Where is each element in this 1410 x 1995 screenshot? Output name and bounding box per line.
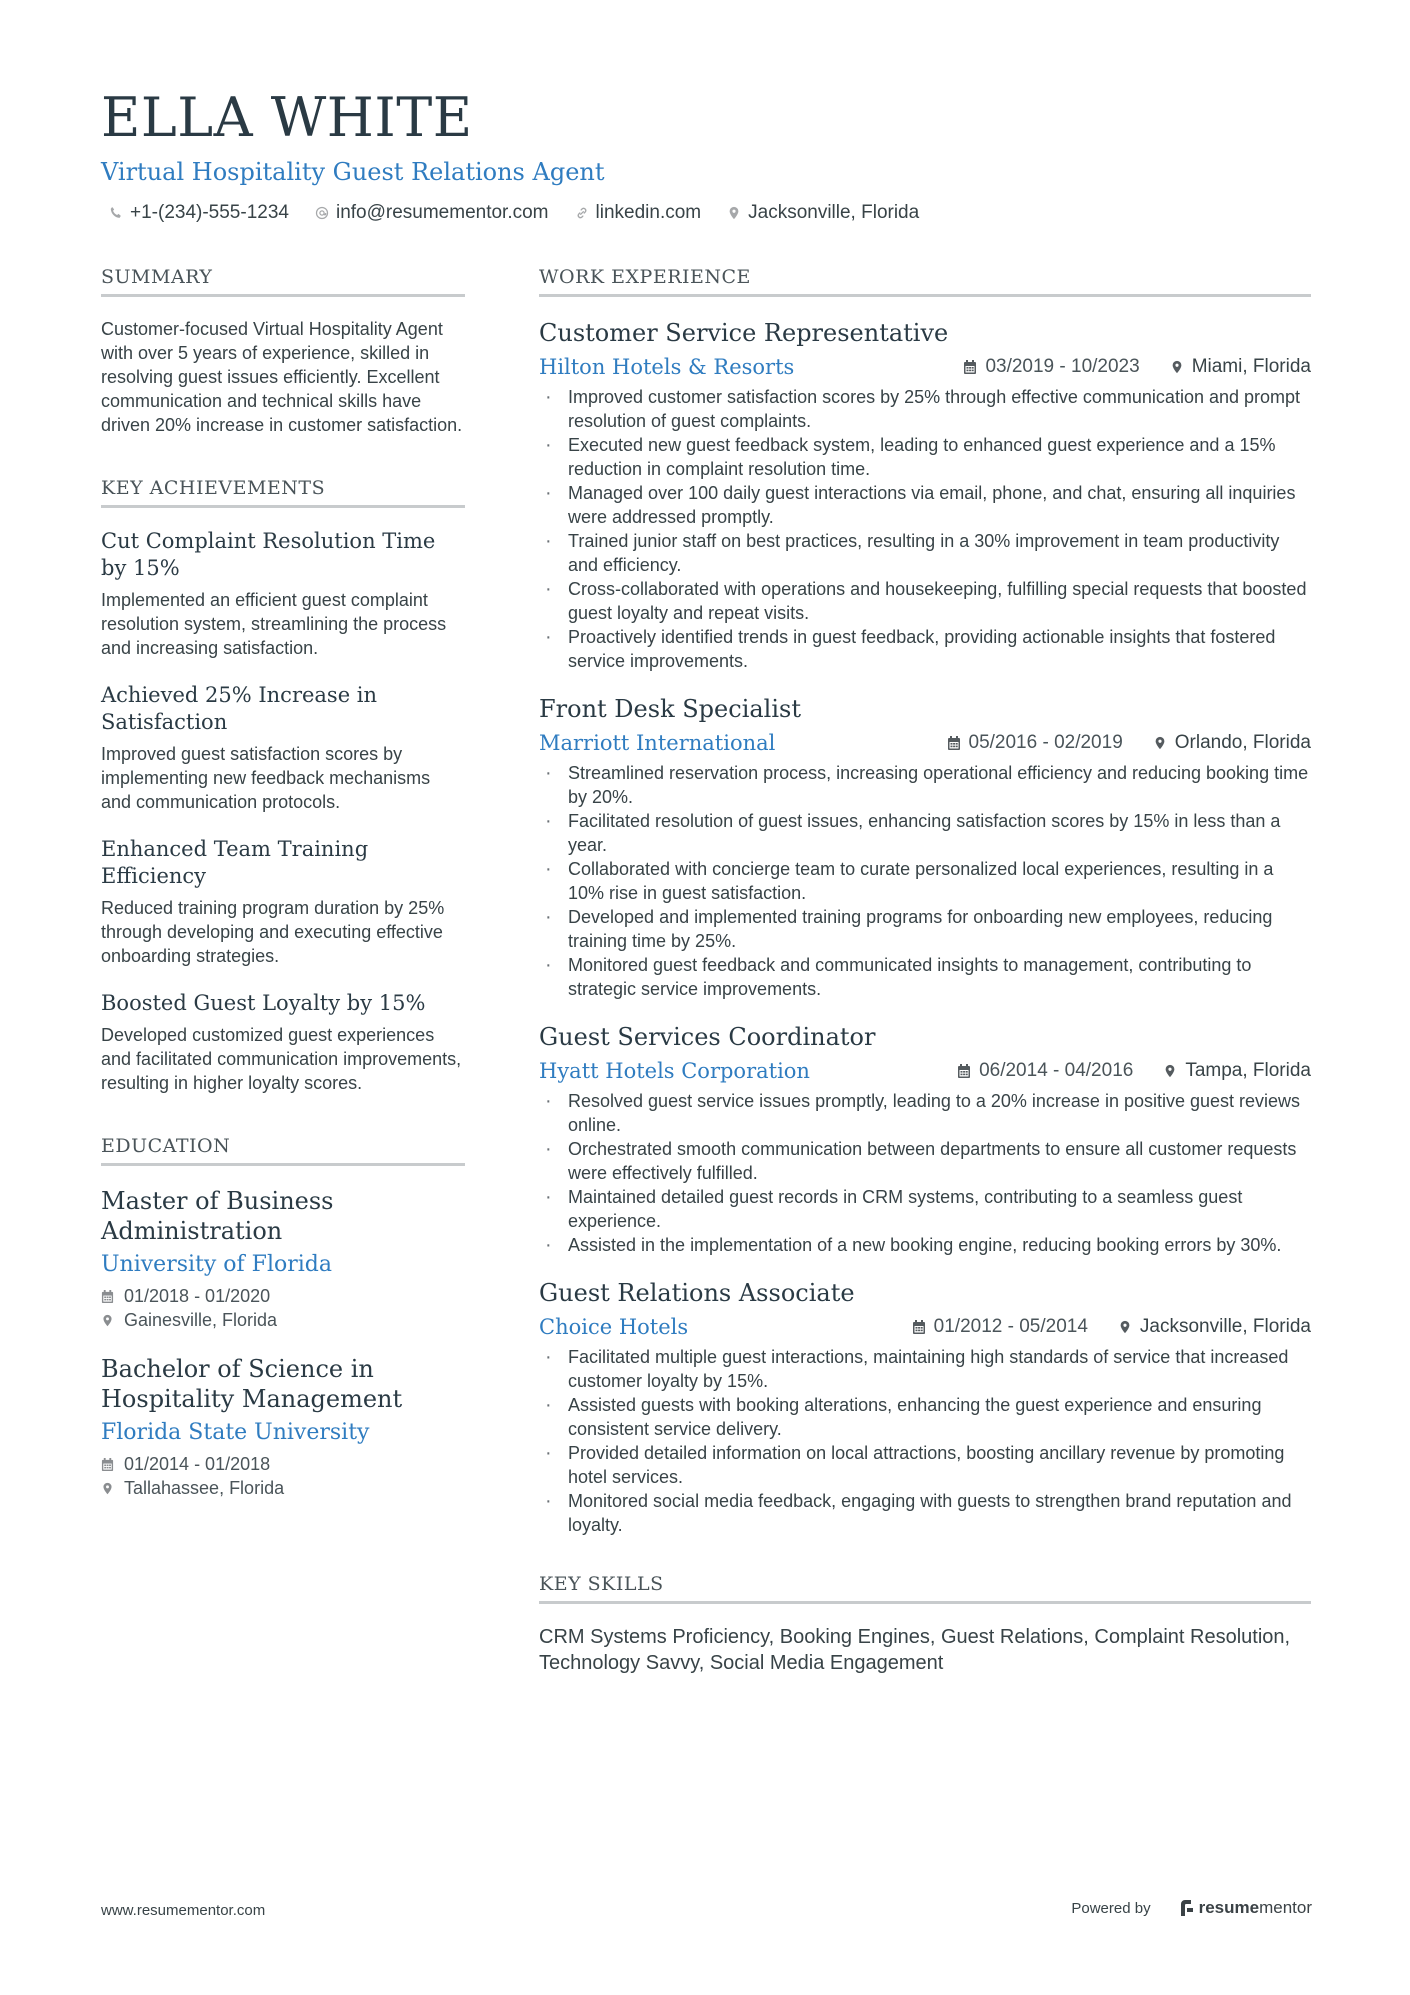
summary-text: Customer-focused Virtual Hospitality Agent with over 5 years of experience, skilled in resolving guest issues efficiently. Excellent communication and technical skills have driven 20% increase in customer satisfaction.	[101, 319, 463, 435]
job-location	[1118, 1316, 1311, 1338]
resumementor-logo-icon	[1179, 1899, 1195, 1917]
job-location	[1163, 1060, 1311, 1082]
job-bullet: · Assisted guests with booking alterations, enhancing the guest experience and ensuring consistent service delivery.	[539, 1393, 1311, 1441]
powered-by-label: Powered by	[1071, 1899, 1151, 1917]
job-bullet: · Streamlined reservation process, increasing operational efficiency and reducing booking time by 20%.	[539, 761, 1311, 809]
education-dates-text: 01/2014 - 01/2018	[124, 1454, 271, 1474]
achievement-item	[101, 990, 465, 1095]
job-bullets	[539, 1089, 1311, 1257]
education-heading: EDUCATION	[101, 1135, 465, 1166]
achievement-text: Implemented an efficient guest complaint resolution system, streamlining the process and increasing satisfaction.	[101, 590, 447, 658]
linkedin-text: linkedin.com	[595, 202, 702, 223]
education-item	[101, 1186, 465, 1332]
job-location-text: Jacksonville, Florida	[1139, 1316, 1311, 1337]
education-degree: Bachelor of Science in Hospitality Management	[101, 1355, 403, 1413]
contact-email[interactable]	[315, 202, 549, 224]
right-column	[539, 266, 1311, 1676]
education-school: University of Florida	[101, 1252, 332, 1277]
link-icon	[575, 206, 589, 220]
job-entry	[539, 1021, 1311, 1257]
map-pin-icon	[1170, 359, 1184, 375]
logo-text-bold: resume	[1198, 1898, 1260, 1917]
skills-section	[539, 1573, 1311, 1676]
job-bullet: · Developed and implemented training programs for onboarding new employees, reducing training time by 25%.	[539, 905, 1311, 953]
job-meta-row	[539, 351, 1311, 383]
job-dates	[957, 1060, 1133, 1082]
map-pin-icon	[1118, 1319, 1132, 1335]
job-bullet: · Monitored guest feedback and communicated insights to management, contributing to strategic service improvements.	[539, 953, 1311, 1001]
job-bullet: · Facilitated multiple guest interactions, maintaining high standards of service that increased customer loyalty by 15%.	[539, 1345, 1311, 1393]
map-pin-icon	[101, 1313, 114, 1328]
resume-header	[101, 86, 1321, 224]
job-dates	[947, 732, 1123, 754]
achievement-title: Achieved 25% Increase in Satisfaction	[101, 683, 378, 734]
job-dates-text: 03/2019 - 10/2023	[985, 356, 1140, 377]
job-bullet: · Improved customer satisfaction scores by 25% through effective communication and prompt resolution of guest complaints.	[539, 385, 1311, 433]
job-bullet: · Facilitated resolution of guest issues, enhancing satisfaction scores by 15% in less than a year.	[539, 809, 1311, 857]
education-item	[101, 1354, 465, 1500]
job-dates-text: 01/2012 - 05/2014	[933, 1316, 1088, 1337]
job-location	[1170, 356, 1311, 378]
job-company: Choice Hotels	[539, 1315, 689, 1339]
education-location-text: Tallahassee, Florida	[124, 1478, 285, 1498]
job-bullet: · Monitored social media feedback, engaging with guests to strengthen brand reputation and loyalty.	[539, 1489, 1311, 1537]
job-location-text: Miami, Florida	[1191, 356, 1311, 377]
location-text: Jacksonville, Florida	[748, 202, 920, 223]
email-text: info@resumementor.com	[335, 202, 549, 223]
phone-icon	[109, 206, 123, 220]
experience-heading: WORK EXPERIENCE	[539, 266, 1311, 297]
job-bullets	[539, 761, 1311, 1001]
achievement-text: Reduced training program duration by 25% through developing and executing effective onboarding strategies.	[101, 898, 445, 966]
resumementor-logo[interactable]	[1179, 1898, 1312, 1918]
skills-heading: KEY SKILLS	[539, 1573, 1311, 1604]
job-bullet: · Resolved guest service issues promptly, leading to a 20% increase in positive guest reviews online.	[539, 1089, 1311, 1137]
skills-text: CRM Systems Proficiency, Booking Engines, Guest Relations, Complaint Resolution, Technology Savvy, Social Media Engagement	[539, 1626, 1291, 1674]
calendar-icon	[947, 735, 961, 751]
job-entry	[539, 317, 1311, 673]
achievement-title: Boosted Guest Loyalty by 15%	[101, 991, 426, 1015]
job-bullet: · Managed over 100 daily guest interactions via email, phone, and chat, ensuring all inquiries were addressed promptly.	[539, 481, 1311, 529]
job-role: Customer Service Representative	[539, 319, 949, 347]
achievement-text: Improved guest satisfaction scores by implementing new feedback mechanisms and communication protocols.	[101, 744, 431, 812]
job-location-text: Tampa, Florida	[1185, 1060, 1311, 1081]
phone-text: +1-(234)-555-1234	[130, 202, 289, 223]
job-dates	[912, 1316, 1088, 1338]
calendar-icon	[912, 1319, 926, 1335]
education-school: Florida State University	[101, 1420, 370, 1445]
map-pin-icon	[101, 1481, 114, 1496]
at-icon	[315, 206, 329, 220]
contact-phone[interactable]	[109, 202, 289, 224]
summary-heading: SUMMARY	[101, 266, 465, 297]
calendar-icon	[101, 1289, 114, 1304]
calendar-icon	[963, 359, 977, 375]
map-pin-icon	[1153, 735, 1167, 751]
job-role: Front Desk Specialist	[539, 695, 801, 723]
job-location-text: Orlando, Florida	[1174, 732, 1311, 753]
job-bullet: · Maintained detailed guest records in CRM systems, contributing to a seamless guest experience.	[539, 1185, 1311, 1233]
job-bullet: · Cross-collaborated with operations and housekeeping, fulfilling special requests that boosted guest loyalty and repeat visits.	[539, 577, 1311, 625]
achievement-title: Cut Complaint Resolution Time by 15%	[101, 529, 436, 580]
achievement-item	[101, 836, 465, 968]
education-location	[101, 1476, 465, 1500]
summary-section	[101, 266, 465, 437]
job-bullets	[539, 1345, 1311, 1537]
job-entry	[539, 693, 1311, 1001]
achievement-item	[101, 682, 465, 814]
education-dates-text: 01/2018 - 01/2020	[124, 1286, 271, 1306]
education-dates	[101, 1452, 465, 1476]
achievement-text: Developed customized guest experiences and facilitated communication improvements, resulting in higher loyalty scores.	[101, 1025, 462, 1093]
map-pin-icon	[1163, 1063, 1177, 1079]
achievements-heading: KEY ACHIEVEMENTS	[101, 477, 465, 508]
calendar-icon	[101, 1457, 114, 1472]
job-meta-row	[539, 727, 1311, 759]
candidate-name: ELLA WHITE	[101, 86, 473, 149]
footer-website[interactable]: www.resumementor.com	[101, 1902, 266, 1919]
job-location	[1153, 732, 1311, 754]
job-bullet: · Executed new guest feedback system, leading to enhanced guest experience and a 15% reduction in complaint resolution time.	[539, 433, 1311, 481]
achievements-section	[101, 477, 465, 1095]
job-company: Hyatt Hotels Corporation	[539, 1059, 810, 1083]
map-pin-icon	[727, 206, 741, 220]
job-meta-row	[539, 1055, 1311, 1087]
job-role: Guest Services Coordinator	[539, 1023, 876, 1051]
achievement-item	[101, 528, 465, 660]
education-location-text: Gainesville, Florida	[124, 1310, 278, 1330]
job-dates-text: 05/2016 - 02/2019	[968, 732, 1123, 753]
education-degree: Master of Business Administration	[101, 1187, 334, 1245]
contact-bar	[101, 202, 1321, 224]
job-bullet: · Collaborated with concierge team to curate personalized local experiences, resulting in a 10% rise in guest satisfaction.	[539, 857, 1311, 905]
job-bullets	[539, 385, 1311, 673]
footer-branding	[1071, 1898, 1312, 1918]
job-bullet: · Trained junior staff on best practices, resulting in a 30% improvement in team productivity and efficiency.	[539, 529, 1311, 577]
education-dates	[101, 1284, 465, 1308]
job-bullet: · Orchestrated smooth communication between departments to ensure all customer requests were effectively fulfilled.	[539, 1137, 1311, 1185]
job-bullet: · Provided detailed information on local attractions, boosting ancillary revenue by promoting hotel services.	[539, 1441, 1311, 1489]
job-role: Guest Relations Associate	[539, 1279, 855, 1307]
job-company: Marriott International	[539, 731, 776, 755]
job-meta-row	[539, 1311, 1311, 1343]
education-section	[101, 1135, 465, 1500]
candidate-title: Virtual Hospitality Guest Relations Agent	[101, 158, 605, 186]
contact-location	[727, 202, 919, 224]
contact-linkedin[interactable]	[575, 202, 702, 224]
job-dates-text: 06/2014 - 04/2016	[979, 1060, 1134, 1081]
education-location	[101, 1308, 465, 1332]
left-column	[101, 266, 465, 1522]
job-dates	[963, 356, 1139, 378]
job-entry	[539, 1277, 1311, 1537]
job-bullet: · Assisted in the implementation of a new booking engine, reducing booking errors by 30%.	[539, 1233, 1311, 1257]
calendar-icon	[957, 1063, 971, 1079]
achievement-title: Enhanced Team Training Efficiency	[101, 837, 369, 888]
logo-text-light: mentor	[1259, 1898, 1312, 1917]
job-bullet: · Proactively identified trends in guest feedback, providing actionable insights that fostered service improvements.	[539, 625, 1311, 673]
job-company: Hilton Hotels & Resorts	[539, 355, 795, 379]
